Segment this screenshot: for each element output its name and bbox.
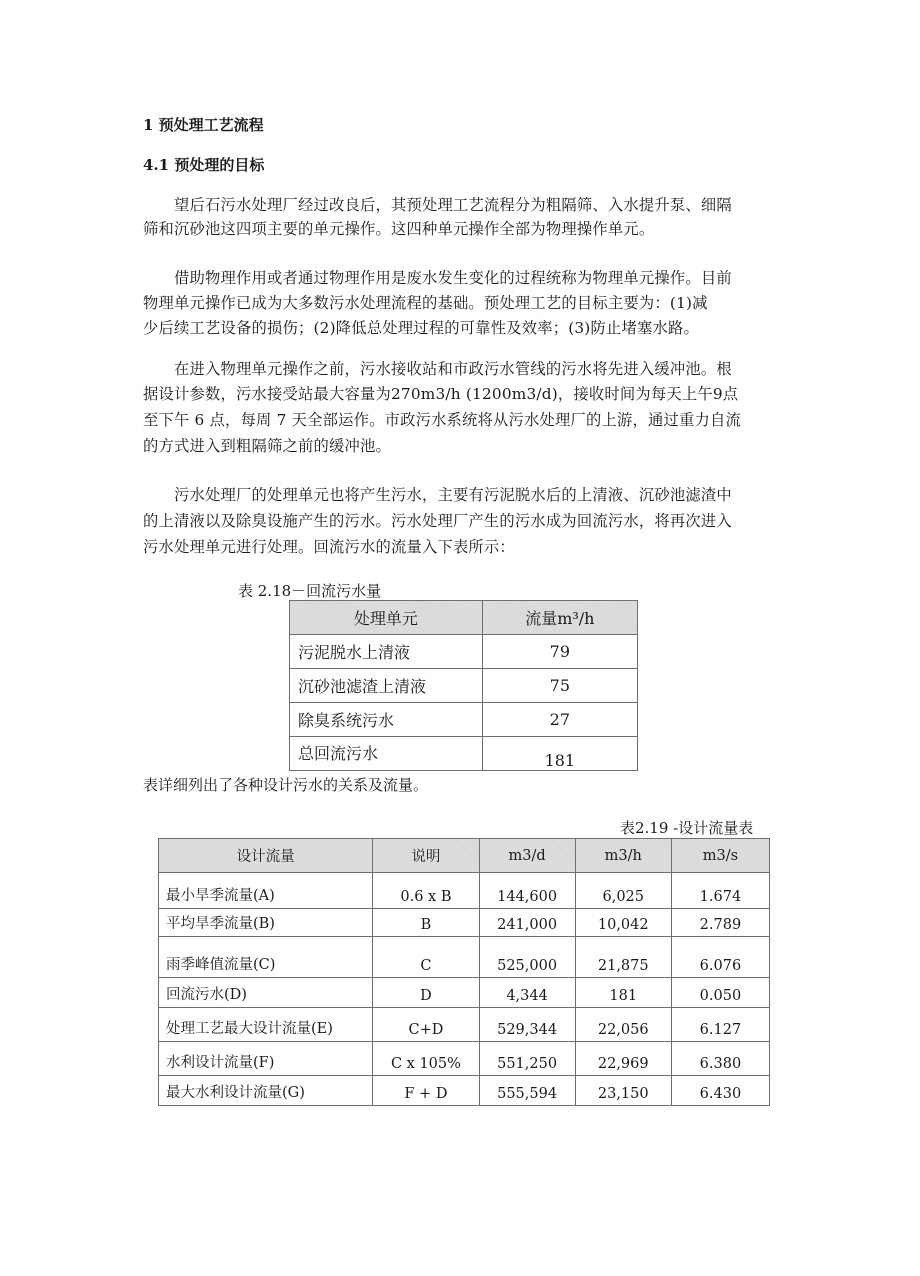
flow-cell: 181 <box>482 737 637 771</box>
description-cell: F + D <box>373 1076 479 1106</box>
m3s-cell: 6.380 <box>671 1042 769 1076</box>
paragraph-4-line-1: 污水处理厂的处理单元也将产生污水，主要有污泥脱水后的上清液、沉砂池滤渣中 <box>174 486 732 504</box>
paragraph-3-line-2: 据设计参数，污水接受站最大容量为270m3/h (1200m3/d)，接收时间为每天上午9点 <box>143 385 739 403</box>
table-row <box>290 703 638 737</box>
header-cell: 处理单元 <box>290 601 483 635</box>
flow-name-cell: 最小旱季流量(A) <box>159 873 373 909</box>
table-row <box>159 978 770 1008</box>
unit-cell: 沉砂池滤渣上清液 <box>290 669 483 703</box>
table-row <box>290 635 638 669</box>
subsection-heading: 4.1 预处理的目标 <box>143 156 265 174</box>
m3s-cell: 6.430 <box>671 1076 769 1106</box>
table-row <box>159 1076 770 1106</box>
table-row <box>159 1008 770 1042</box>
m3h-cell: 181 <box>575 978 671 1008</box>
paragraph-1-line-1: 望后石污水处理厂经过改良后，其预处理工艺流程分为粗隔筛、入水提升泵、细隔 <box>174 196 732 214</box>
header-cell: m3/h <box>575 839 671 873</box>
m3h-cell: 23,150 <box>575 1076 671 1106</box>
unit-cell: 总回流污水 <box>290 737 483 771</box>
paragraph-3-line-3: 至下午 6 点，每周 7 天全部运作。市政污水系统将从污水处理厂的上游，通过重力自流 <box>143 411 742 429</box>
description-cell: B <box>373 909 479 937</box>
description-cell: C+D <box>373 1008 479 1042</box>
table1-followup-text: 表详细列出了各种设计污水的关系及流量。 <box>143 776 429 794</box>
table-row <box>290 737 638 771</box>
table-row <box>159 1042 770 1076</box>
m3s-cell: 1.674 <box>671 873 769 909</box>
table-row <box>159 909 770 937</box>
flow-name-cell: 回流污水(D) <box>159 978 373 1008</box>
description-cell: C x 105% <box>373 1042 479 1076</box>
flow-cell: 79 <box>482 635 637 669</box>
table-row <box>159 873 770 909</box>
section-heading: 1 预处理工艺流程 <box>143 116 264 134</box>
table-row <box>290 669 638 703</box>
flow-cell: 27 <box>482 703 637 737</box>
paragraph-1-line-2: 筛和沉砂池这四项主要的单元操作。这四种单元操作全部为物理操作单元。 <box>143 220 655 238</box>
m3s-cell: 6.127 <box>671 1008 769 1042</box>
flow-name-cell: 最大水利设计流量(G) <box>159 1076 373 1106</box>
m3h-cell: 6,025 <box>575 873 671 909</box>
paragraph-2-line-2: 物理单元操作已成为大多数污水处理流程的基础。预处理工艺的目标主要为：(1)减 <box>143 294 708 312</box>
flow-name-cell: 水利设计流量(F) <box>159 1042 373 1076</box>
m3d-cell: 525,000 <box>479 937 575 978</box>
flow-name-cell: 平均旱季流量(B) <box>159 909 373 937</box>
m3h-cell: 22,056 <box>575 1008 671 1042</box>
table-header-row <box>290 601 638 635</box>
table2-caption: 表2.19 -设计流量表 <box>620 819 754 837</box>
m3h-cell: 22,969 <box>575 1042 671 1076</box>
m3s-cell: 2.789 <box>671 909 769 937</box>
design-flow-table <box>158 838 770 1106</box>
unit-cell: 污泥脱水上清液 <box>290 635 483 669</box>
table-row <box>159 937 770 978</box>
paragraph-3-line-1: 在进入物理单元操作之前，污水接收站和市政污水管线的污水将先进入缓冲池。根 <box>174 360 732 378</box>
table1-caption: 表 2.18－回流污水量 <box>238 582 382 600</box>
description-cell: D <box>373 978 479 1008</box>
paragraph-4-line-2: 的上清液以及除臭设施产生的污水。污水处理厂产生的污水成为回流污水，将再次进入 <box>143 512 732 530</box>
m3s-cell: 6.076 <box>671 937 769 978</box>
m3d-cell: 241,000 <box>479 909 575 937</box>
header-cell: 流量m³/h <box>482 601 637 635</box>
return-sewage-table <box>289 600 638 771</box>
m3d-cell: 555,594 <box>479 1076 575 1106</box>
flow-name-cell: 处理工艺最大设计流量(E) <box>159 1008 373 1042</box>
header-cell: m3/d <box>479 839 575 873</box>
m3h-cell: 10,042 <box>575 909 671 937</box>
m3d-cell: 4,344 <box>479 978 575 1008</box>
description-cell: 0.6 x B <box>373 873 479 909</box>
table-header-row <box>159 839 770 873</box>
m3d-cell: 144,600 <box>479 873 575 909</box>
paragraph-2-line-3: 少后续工艺设备的损伤；(2)降低总处理过程的可靠性及效率；(3)防止堵塞水路。 <box>143 319 699 337</box>
unit-cell: 除臭系统污水 <box>290 703 483 737</box>
m3h-cell: 21,875 <box>575 937 671 978</box>
paragraph-2-line-1: 借助物理作用或者通过物理作用是废水发生变化的过程统称为物理单元操作。目前 <box>174 269 732 287</box>
header-cell: m3/s <box>671 839 769 873</box>
flow-cell: 75 <box>482 669 637 703</box>
m3d-cell: 551,250 <box>479 1042 575 1076</box>
paragraph-4-line-3: 污水处理单元进行处理。回流污水的流量入下表所示： <box>143 538 515 556</box>
description-cell: C <box>373 937 479 978</box>
header-cell: 说明 <box>373 839 479 873</box>
header-cell: 设计流量 <box>159 839 373 873</box>
paragraph-3-line-4: 的方式进入到粗隔筛之前的缓冲池。 <box>143 437 391 455</box>
flow-name-cell: 雨季峰值流量(C) <box>159 937 373 978</box>
m3s-cell: 0.050 <box>671 978 769 1008</box>
m3d-cell: 529,344 <box>479 1008 575 1042</box>
